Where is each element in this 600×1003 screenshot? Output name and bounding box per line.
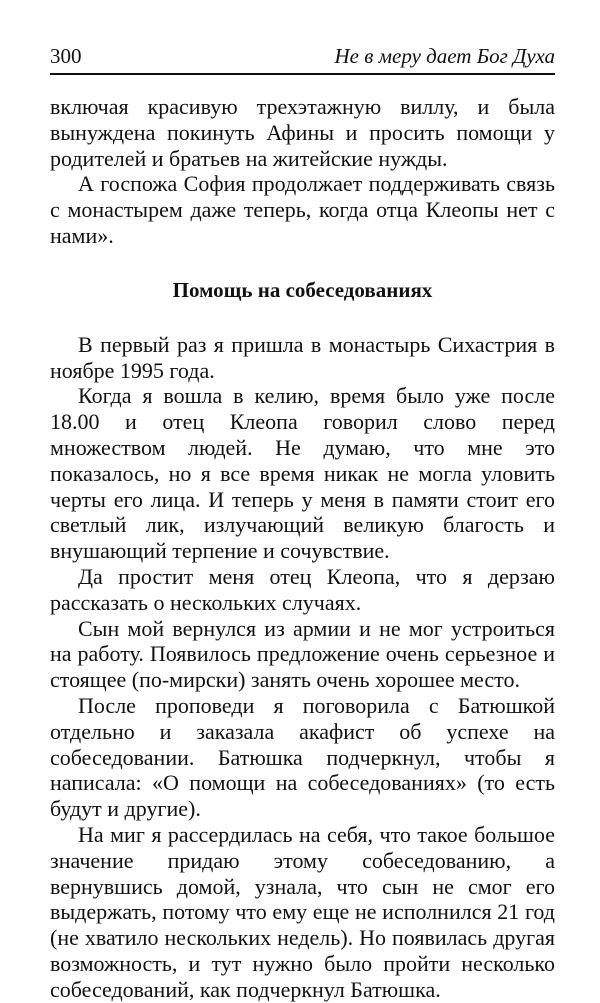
page-number: 300 [50, 44, 82, 68]
paragraph-continued: включая красивую трехэтажную виллу, и была вынуждена покинуть Афины и просить помощи у родителей и братьев на житейские нужды. [50, 94, 555, 171]
paragraph: В первый раз я пришла в монастырь Сихастрия в ноябре 1995 года. [50, 331, 555, 383]
paragraph: На миг я рассердилась на себя, что такое большое значение придаю этому собеседованию, а вернувшись домой, узнала, что сын не смог его выдержать, потому что ему еще не исполнился 21 год (не хватило нескольких недель). Но появилась другая возможность, и тут нужно было пройти несколько собеседований, как подчеркнул Батюшка. [50, 821, 555, 1002]
body-text [50, 94, 555, 1003]
page-header [50, 40, 555, 70]
paragraph: Сын мой вернулся из армии и не мог устроиться на работу. Появилось предложение очень серьезное и стоящее (по-мирски) занять очень хорошее место. [50, 615, 555, 693]
running-title: Не в меру дает Бог Духа [334, 44, 555, 68]
paragraph: После проповеди я поговорила с Батюшкой отдельно и заказала акафист об успехе на собеседовании. Батюшка подчеркнул, чтобы я написала: «О помощи на собеседованиях» (то есть будут и другие). [50, 692, 555, 822]
paragraph: Да простит меня отец Клеопа, что я дерзаю рассказать о нескольких случаях. [50, 563, 555, 615]
section-heading: Помощь на собеседованиях [172, 277, 433, 302]
header-rule [50, 73, 555, 75]
paragraph: А госпожа София продолжает поддерживать связь с монастырем даже теперь, когда отца Клеопы нет с нами». [50, 171, 555, 248]
paragraph: Когда я вошла в келию, время было уже после 18.00 и отец Клеопа говорил слово перед множеством людей. Не думаю, что мне это показалось, но я все время никак не могла уловить черты его лица. И теперь у меня в памяти стоит его светлый лик, излучающий великую благость и внушающий терпение и сочувствие. [50, 383, 555, 564]
